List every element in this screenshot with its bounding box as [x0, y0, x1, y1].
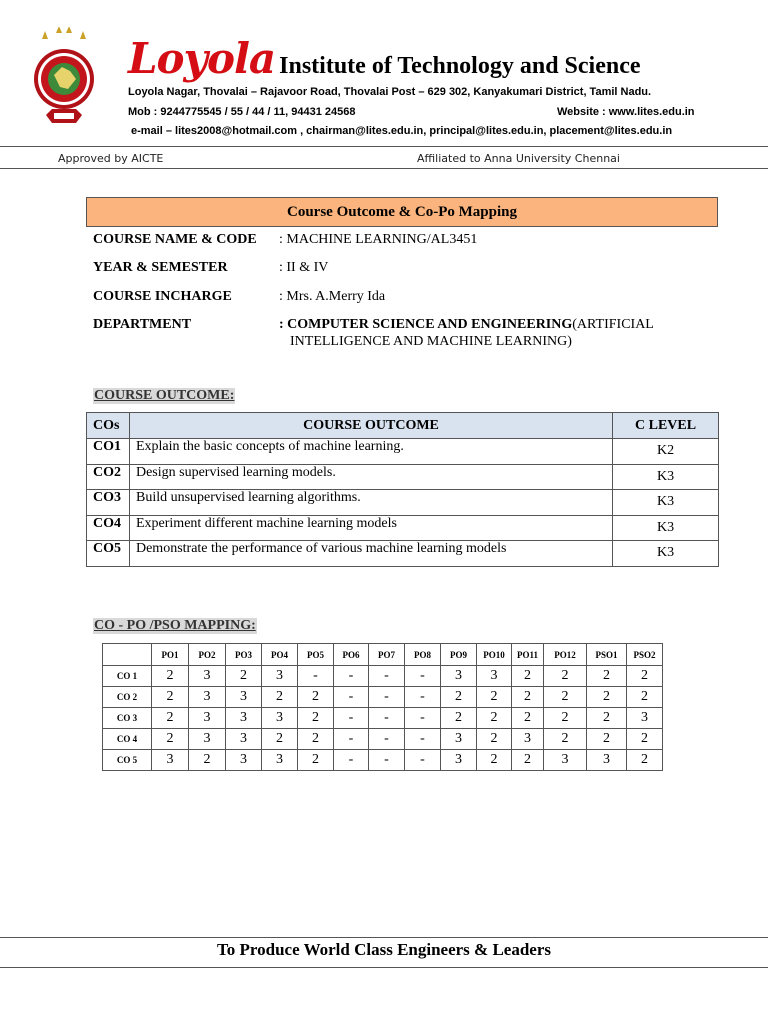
mapping-cell: - — [334, 687, 369, 708]
mapping-cell: 3 — [262, 750, 298, 771]
mapping-cell: - — [369, 750, 405, 771]
institute-brand — [128, 34, 641, 83]
mapping-cell: - — [369, 687, 405, 708]
mapping-cell: 2 — [477, 708, 512, 729]
college-seal-logo — [32, 27, 96, 137]
mapping-cell: - — [298, 666, 334, 687]
co-description: Design supervised learning models. — [129, 464, 612, 490]
header-divider-bottom — [0, 168, 768, 169]
mapping-cell: 2 — [152, 666, 189, 687]
course-outcome-table — [86, 412, 719, 567]
mapping-cell: 3 — [587, 750, 627, 771]
mapping-cell: 3 — [226, 729, 262, 750]
column-header: PSO2 — [627, 644, 663, 666]
column-header: COURSE OUTCOME — [129, 413, 612, 439]
table-row — [103, 708, 663, 729]
course-incharge-value: : Mrs. A.Merry Ida — [279, 289, 386, 304]
column-header: PO7 — [369, 644, 405, 666]
mapping-cell: 3 — [189, 687, 226, 708]
brand-institute-name: Institute of Technology and Science — [279, 53, 641, 79]
mobile-line: Mob : 9244775545 / 55 / 44 / 11, 94431 24568 — [128, 106, 356, 118]
co-level: K3 — [613, 515, 719, 541]
page-title: Course Outcome & Co-Po Mapping — [86, 197, 718, 227]
table-row — [87, 515, 719, 541]
co-id: CO4 — [87, 515, 130, 541]
mapping-cell: - — [369, 729, 405, 750]
row-label: CO 2 — [103, 687, 152, 708]
co-description: Demonstrate the performance of various machine learning models — [129, 541, 612, 567]
mapping-cell: 3 — [441, 750, 477, 771]
mapping-cell: 2 — [544, 708, 587, 729]
mapping-cell: 2 — [544, 729, 587, 750]
co-id: CO2 — [87, 464, 130, 490]
email-line: e-mail – lites2008@hotmail.com , chairman@lites.edu.in, principal@lites.edu.in, placement@lites.edu.in — [131, 125, 673, 137]
co-level: K3 — [613, 490, 719, 516]
column-header: PO4 — [262, 644, 298, 666]
co-po-mapping-table — [102, 643, 663, 771]
mapping-cell: 2 — [512, 750, 544, 771]
mapping-cell: 2 — [512, 708, 544, 729]
department-value-rest: (ARTIFICIAL — [572, 317, 654, 332]
mapping-cell: 3 — [152, 750, 189, 771]
row-label: CO 4 — [103, 729, 152, 750]
course-name-label: COURSE NAME & CODE — [93, 232, 257, 247]
table-row — [103, 687, 663, 708]
mapping-cell: 2 — [587, 687, 627, 708]
department-label: DEPARTMENT — [93, 317, 192, 332]
mapping-cell: - — [334, 708, 369, 729]
column-header: PO10 — [477, 644, 512, 666]
mapping-cell: 3 — [226, 708, 262, 729]
mapping-cell: 2 — [298, 708, 334, 729]
mapping-cell: - — [405, 708, 441, 729]
mapping-cell: 2 — [298, 750, 334, 771]
mapping-cell: - — [405, 687, 441, 708]
column-header: PO9 — [441, 644, 477, 666]
column-header: PO1 — [152, 644, 189, 666]
mapping-cell: 3 — [262, 666, 298, 687]
column-header: PO2 — [189, 644, 226, 666]
mapping-cell: 2 — [189, 750, 226, 771]
mapping-cell: 3 — [627, 708, 663, 729]
column-header — [103, 644, 152, 666]
mapping-cell: 2 — [587, 666, 627, 687]
column-header: PSO1 — [587, 644, 627, 666]
course-incharge-label: COURSE INCHARGE — [93, 289, 232, 304]
footer-motto: To Produce World Class Engineers & Leaders — [216, 940, 552, 959]
mapping-cell: - — [405, 666, 441, 687]
mapping-cell: 2 — [627, 666, 663, 687]
mapping-cell: - — [334, 666, 369, 687]
mapping-cell: - — [405, 729, 441, 750]
mapping-cell: - — [369, 708, 405, 729]
website-line: Website : www.lites.edu.in — [557, 106, 695, 118]
mapping-cell: 3 — [226, 687, 262, 708]
mapping-cell: 3 — [189, 666, 226, 687]
row-label: CO 5 — [103, 750, 152, 771]
mapping-cell: 3 — [226, 750, 262, 771]
course-name-value: : MACHINE LEARNING/AL3451 — [279, 232, 478, 247]
table-header-row — [87, 413, 719, 439]
course-outcome-heading: COURSE OUTCOME: — [94, 388, 235, 403]
mapping-cell: 3 — [441, 666, 477, 687]
mapping-cell: 2 — [587, 708, 627, 729]
mapping-cell: - — [369, 666, 405, 687]
mapping-cell: - — [334, 729, 369, 750]
table-row — [87, 490, 719, 516]
mapping-cell: 2 — [477, 729, 512, 750]
mapping-cell: 2 — [544, 687, 587, 708]
table-row — [87, 541, 719, 567]
mapping-cell: 2 — [512, 687, 544, 708]
footer-divider-bottom — [0, 967, 768, 968]
department-value — [279, 317, 654, 333]
row-label: CO 1 — [103, 666, 152, 687]
table-row — [103, 750, 663, 771]
table-row — [87, 439, 719, 465]
mapping-cell: 2 — [152, 687, 189, 708]
mapping-cell: 3 — [512, 729, 544, 750]
mapping-cell: 2 — [627, 750, 663, 771]
mapping-cell: 3 — [189, 708, 226, 729]
mapping-cell: 3 — [441, 729, 477, 750]
column-header: PO12 — [544, 644, 587, 666]
mapping-cell: 2 — [477, 687, 512, 708]
co-id: CO5 — [87, 541, 130, 567]
mapping-cell: 2 — [298, 687, 334, 708]
co-description: Build unsupervised learning algorithms. — [129, 490, 612, 516]
mapping-cell: 2 — [441, 708, 477, 729]
table-row — [87, 464, 719, 490]
mapping-cell: 2 — [298, 729, 334, 750]
approval-text: Approved by AICTE — [58, 152, 164, 165]
mapping-cell: 2 — [512, 666, 544, 687]
column-header: COs — [87, 413, 130, 439]
mapping-cell: 2 — [544, 666, 587, 687]
column-header: PO11 — [512, 644, 544, 666]
column-header: C LEVEL — [613, 413, 719, 439]
mapping-cell: - — [334, 750, 369, 771]
co-id: CO3 — [87, 490, 130, 516]
year-semester-value: : II & IV — [279, 260, 329, 275]
column-header: PO6 — [334, 644, 369, 666]
co-level: K3 — [613, 541, 719, 567]
mapping-heading: CO - PO /PSO MAPPING: — [94, 618, 256, 633]
mapping-cell: 2 — [627, 687, 663, 708]
co-level: K3 — [613, 464, 719, 490]
column-header: PO8 — [405, 644, 441, 666]
mapping-cell: 3 — [262, 708, 298, 729]
mapping-cell: 3 — [544, 750, 587, 771]
mapping-cell: 3 — [477, 666, 512, 687]
address-line: Loyola Nagar, Thovalai – Rajavoor Road, Thovalai Post – 629 302, Kanyakumari District, Tamil Nadu. — [128, 86, 652, 98]
mapping-cell: 2 — [262, 729, 298, 750]
brand-script-name: Loyola — [128, 34, 276, 83]
co-id: CO1 — [87, 439, 130, 465]
department-value-bold: : COMPUTER SCIENCE AND ENGINEERING — [279, 317, 573, 332]
co-description: Experiment different machine learning models — [129, 515, 612, 541]
mapping-cell: 3 — [189, 729, 226, 750]
mapping-cell: 2 — [226, 666, 262, 687]
footer-divider-top — [0, 937, 768, 938]
mapping-cell: 2 — [477, 750, 512, 771]
co-level: K2 — [613, 439, 719, 465]
column-header: PO5 — [298, 644, 334, 666]
affiliation-text: Affiliated to Anna University Chennai — [417, 152, 620, 165]
mapping-cell: 2 — [152, 729, 189, 750]
column-header: PO3 — [226, 644, 262, 666]
mapping-cell: - — [405, 750, 441, 771]
co-description: Explain the basic concepts of machine learning. — [129, 439, 612, 465]
mapping-cell: 2 — [587, 729, 627, 750]
department-value-line2: INTELLIGENCE AND MACHINE LEARNING) — [290, 334, 572, 349]
table-row — [103, 666, 663, 687]
mapping-cell: 2 — [262, 687, 298, 708]
table-row — [103, 729, 663, 750]
mapping-cell: 2 — [627, 729, 663, 750]
row-label: CO 3 — [103, 708, 152, 729]
mapping-cell: 2 — [152, 708, 189, 729]
header-divider-top — [0, 146, 768, 147]
table-header-row — [103, 644, 663, 666]
mapping-cell: 2 — [441, 687, 477, 708]
year-semester-label: YEAR & SEMESTER — [93, 260, 228, 275]
